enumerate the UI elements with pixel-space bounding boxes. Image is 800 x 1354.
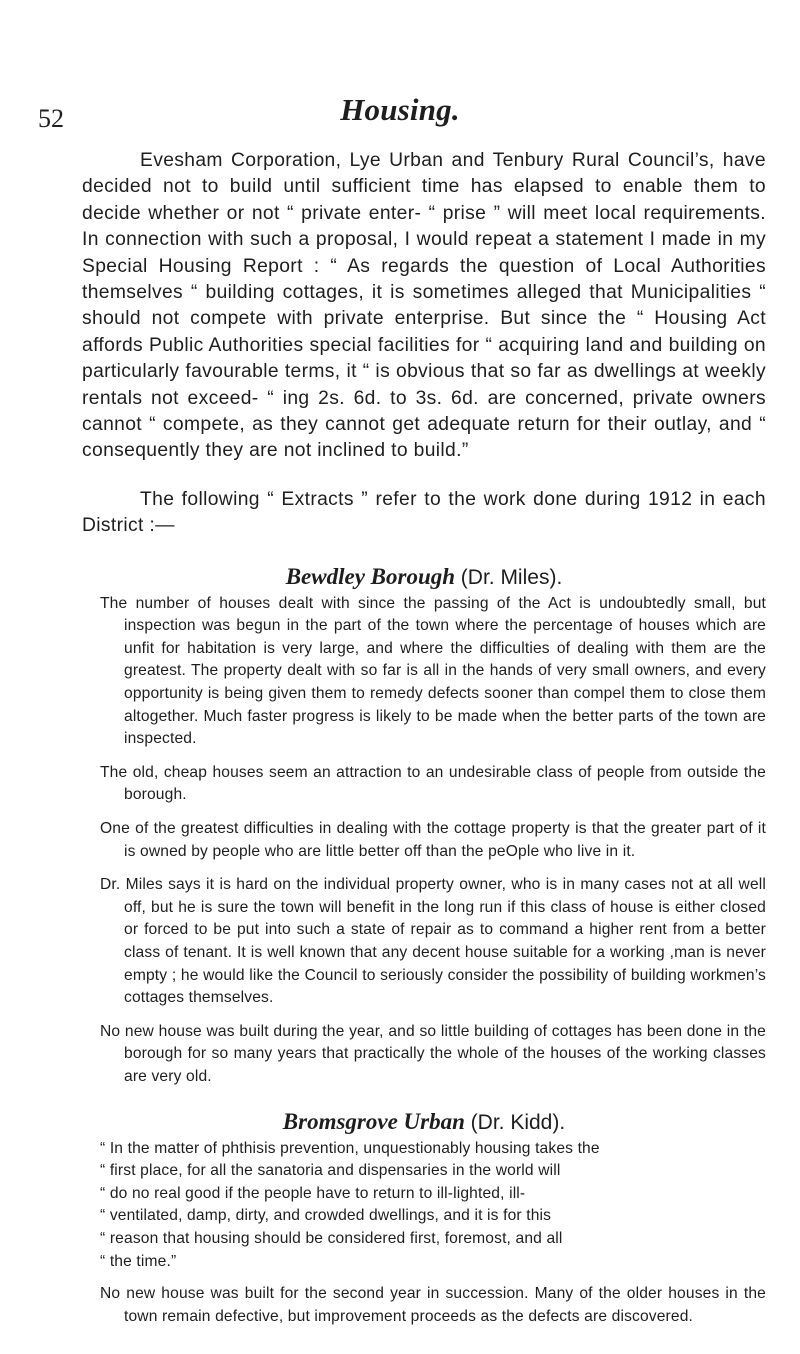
quote-line: “ In the matter of phthisis prevention, unquestionably housing takes the — [100, 1139, 600, 1157]
bromsgrove-paragraph: No new house was built for the second year in succession. Many of the older houses in the town remain defective, but improvement proceeds as the defects are discovered. — [100, 1285, 766, 1325]
bewdley-paragraph: One of the greatest difficulties in dealing with the cottage property is that the greater part of it is owned by people who are little better off than the peOple who live in it. — [100, 820, 766, 860]
bewdley-paragraph: The old, cheap houses seem an attraction to an undesirable class of people from outside the borough. — [100, 763, 766, 804]
intro-paragraph: Evesham Corporation, Lye Urban and Tenbury Rural Council’s, have decided not to build until sufficient time has elapsed to enable them to decide whether or not “ private enter- “ prise ” will meet local requirements. In connection with such a proposal, I would repeat a statement I made in my Special Housing Report : “ As regards the question of Local Authorities themselves “ building cottages, it is sometimes alleged that Municipalities “ should not compete with private enterprise. But since the “ Housing Act affords Public Authorities special facilities for “ acquiring land and building on particularly favourable terms, it “ is obvious that so far as dwellings at weekly rentals not exceed- “ ing 2s. 6d. to 3s. 6d. are concerned, private owners cannot “ compete, as they cannot get adequate return for their outlay, and “ consequently they are not inclined to build.” — [82, 150, 766, 462]
running-head: Housing. — [340, 92, 460, 127]
bewdley-section — [100, 593, 766, 1089]
bromsgrove-section — [100, 1138, 766, 1329]
quote-line: “ the time.” — [100, 1252, 177, 1270]
extracts-intro-paragraph: The following “ Extracts ” refer to the work done during 1912 in each District :— — [82, 488, 766, 537]
bromsgrove-place: Bromsgrove Urban — [282, 1108, 465, 1134]
page-body — [82, 148, 766, 1328]
quote-line: “ reason that housing should be considered first, foremost, and all — [100, 1229, 563, 1247]
bewdley-paragraph: No new house was built during the year, and so little building of cottages has been done in the borough for so many years that practically the whole of the houses of the working classes are very old. — [100, 1022, 766, 1085]
bewdley-heading — [82, 562, 766, 593]
bewdley-paragraph: Dr. Miles says it is hard on the individual property owner, who is in many cases not at all well off, but he is sure the town will benefit in the long run if this class of house is either closed or forced to be put into such a state of repair as to command a higher rent from a better class of tenant. It is well known that any decent house suitable for a working ,man is never empty ; he would like the Council to seriously consider the possibility of building workmen’s cottages themselves. — [100, 876, 766, 1007]
quote-line: “ first place, for all the sanatoria and dispensaries in the world will — [100, 1162, 561, 1180]
bewdley-officer: (Dr. Miles). — [460, 565, 563, 589]
bewdley-place: Bewdley Borough — [285, 563, 456, 589]
quote-line: “ ventilated, damp, dirty, and crowded dwellings, and it is for this — [100, 1207, 552, 1225]
bromsgrove-heading — [82, 1107, 766, 1138]
bromsgrove-officer: (Dr. Kidd). — [470, 1110, 566, 1134]
bewdley-paragraph: The number of houses dealt with since the passing of the Act is undoubtedly small, but inspection was begun in the part of the town where the percentage of houses which are unfit for habitation is very large, and where the difficulties of dealing with them are the greatest. The property dealt with so far is all in the hands of very small owners, and every opportunity is being given them to remedy defects sooner than compel them to close them altogether. Much faster progress is likely to be made when the better parts of the town are inspected. — [100, 594, 766, 748]
quote-line: “ do no real good if the people have to return to ill-lighted, ill- — [100, 1184, 526, 1202]
page-number: 52 — [38, 104, 64, 133]
bromsgrove-quote — [100, 1138, 766, 1274]
